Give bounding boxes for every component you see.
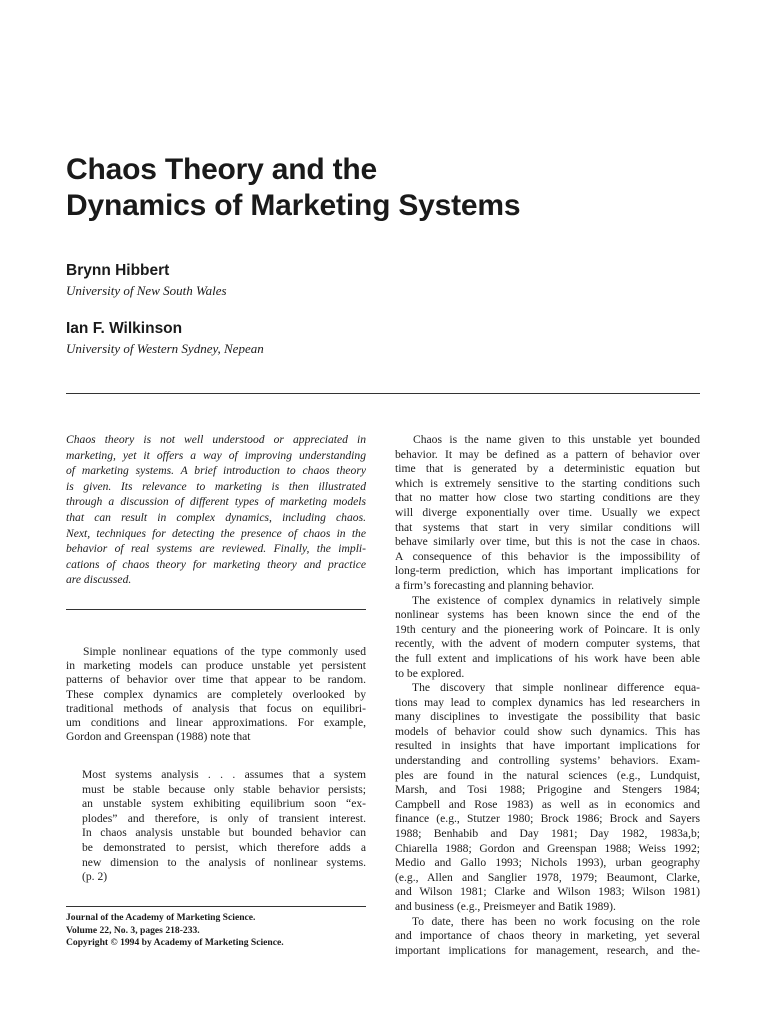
body-line: long-term prediction, which has important implications for bbox=[395, 564, 700, 578]
body-line: time that is generated by a deterministic equation but bbox=[395, 462, 700, 476]
body-line: Simple nonlinear equations of the type commonly used bbox=[83, 645, 366, 658]
quote-line: (p. 2) bbox=[82, 870, 108, 884]
body-line: A consequence of this behavior is the impossibility of bbox=[395, 549, 700, 563]
body-line: resulted in insights that have important implications for bbox=[395, 739, 700, 753]
abstract-line: that can result in complex dynamics, including chaos. bbox=[66, 510, 366, 524]
abstract bbox=[66, 432, 366, 588]
author-affiliation: University of Western Sydney, Nepean bbox=[66, 341, 264, 356]
body-line: many disciplines to investigate the possibility that basic bbox=[395, 710, 700, 724]
body-line: behave similarly over time, but this is not the case in chaos. bbox=[395, 535, 700, 549]
footnote-line: Journal of the Academy of Marketing Science. bbox=[66, 912, 256, 923]
abstract-line: is given. Its relevance to marketing is then illustrated bbox=[66, 479, 366, 493]
quote-line: must be stable because only stable behavior persists; bbox=[82, 782, 366, 796]
body-line: and Wilson 1981; Clarke and Wilson 1983; Wilson 1981) bbox=[395, 885, 700, 899]
body-line: understanding and controlling systems’ behaviors. Exam- bbox=[395, 754, 700, 768]
block-quote bbox=[82, 768, 366, 885]
body-line: important implications for management, research, and the- bbox=[395, 943, 700, 957]
body-line: Chiarella 1988; Gordon and Greenspan 1988; Weiss 1992; bbox=[395, 841, 700, 855]
body-line: models of behavior could show such dynamics. This has bbox=[395, 724, 700, 738]
body-line: that no matter how close two starting conditions are they bbox=[395, 491, 700, 505]
footnote-line: Volume 22, No. 3, pages 218-233. bbox=[66, 924, 200, 936]
body-line: patterns of behavior over time that appear to be random. bbox=[66, 673, 366, 687]
quote-line: be demonstrated to persist, which therefore adds a bbox=[82, 840, 366, 854]
abstract-line: Chaos theory is not well understood or appreciated in bbox=[66, 433, 366, 446]
body-line: in marketing models can produce unstable yet persistent bbox=[66, 659, 366, 673]
body-line: ples are found in the natural sciences (e.g., Lundquist, bbox=[395, 768, 700, 782]
body-line: These complex dynamics are completely overlooked by bbox=[66, 687, 366, 701]
abstract-line: Next, techniques for detecting the presence of chaos in the bbox=[66, 526, 366, 540]
abstract-line: through a discussion of different types of marketing models bbox=[66, 495, 366, 509]
abstract-line: cations of chaos theory for marketing theory and practice bbox=[66, 557, 366, 571]
title-line: Chaos Theory and the bbox=[66, 153, 378, 186]
body-line: and business (e.g., Preismeyer and Batik 1989). bbox=[395, 900, 616, 913]
body-line: finance (e.g., Stutzer 1980; Brock 1986; Brock and Sayers bbox=[395, 812, 700, 826]
header-divider bbox=[66, 393, 700, 394]
body-line: Marsh, and Tosi 1988; Prigogine and Stengers 1984; bbox=[395, 783, 700, 797]
title-line: Dynamics of Marketing Systems bbox=[66, 189, 521, 222]
body-line: recently, with the advent of modern computer systems, that bbox=[395, 637, 700, 651]
footnote-divider bbox=[66, 906, 366, 907]
body-line: a firm’s forecasting and planning behavior. bbox=[395, 578, 594, 592]
journal-footnote bbox=[66, 912, 366, 950]
body-line: will diverge exponentially over time. Usually we expect bbox=[395, 505, 700, 519]
body-line: nonlinear systems has been known since the end of the bbox=[395, 608, 700, 622]
body-line: the full extent and implications of his work have been able bbox=[395, 651, 700, 665]
body-line: that systems that start in very similar conditions will bbox=[395, 520, 700, 534]
body-line: (e.g., Allen and Sanglier 1978, 1979; Beaumont, Clarke, bbox=[395, 870, 700, 884]
abstract-divider bbox=[66, 609, 366, 610]
body-line: tions may lead to complex dynamics has led researchers in bbox=[395, 695, 700, 709]
body-line: 1988; Benhabib and Day 1981; Day 1982, 1983a,b; bbox=[395, 827, 700, 841]
abstract-line: marketing, yet it offers a way of improving understanding bbox=[66, 448, 366, 462]
abstract-line: of marketing systems. A brief introduction to chaos theory bbox=[66, 464, 366, 478]
quote-line: an unstable system exhibiting equilibrium soon “ex- bbox=[82, 797, 366, 811]
body-line: Chaos is the name given to this unstable yet bounded bbox=[413, 433, 700, 446]
body-line: Gordon and Greenspan (1988) note that bbox=[66, 730, 251, 744]
body-line: behavior. It may be defined as a pattern of behavior over bbox=[395, 447, 700, 461]
body-line: which is extremely sensitive to the starting conditions such bbox=[395, 476, 700, 490]
body-line: The existence of complex dynamics in relatively simple bbox=[412, 593, 700, 607]
body-line: The discovery that simple nonlinear difference equa- bbox=[412, 681, 700, 695]
body-line: 19th century and the pioneering work of Poincare. It is only bbox=[395, 622, 700, 636]
body-line: traditional methods of analysis that focus on equilibri- bbox=[66, 701, 366, 715]
body-line: Campbell and Rose 1983) as well as in economics and bbox=[395, 797, 700, 811]
body-line: and importance of chaos theory in marketing, yet several bbox=[395, 929, 700, 943]
paper-title bbox=[66, 152, 520, 224]
quote-line: In chaos analysis unstable but bounded behavior can bbox=[82, 826, 366, 840]
body-text-right bbox=[395, 433, 700, 958]
body-text-left bbox=[66, 645, 366, 744]
quote-line: plodes” and therefore, is only of transient interest. bbox=[82, 811, 366, 825]
footnote-line: Copyright © 1994 by Academy of Marketing Science. bbox=[66, 937, 284, 949]
author-name: Ian F. Wilkinson bbox=[66, 320, 183, 337]
body-line: Medio and Gallo 1993; Nichols 1993), urban geography bbox=[395, 856, 700, 870]
quote-line: new dimension to the analysis of nonlinear systems. bbox=[82, 855, 366, 869]
body-line: To date, there has been no work focusing on the role bbox=[412, 914, 700, 928]
body-line: um conditions and linear approximations. For example, bbox=[66, 716, 366, 730]
body-line: to be explored. bbox=[395, 666, 465, 680]
author-name: Brynn Hibbert bbox=[66, 262, 170, 279]
abstract-line: behavior of real systems are reviewed. Finally, the impli- bbox=[66, 542, 366, 556]
quote-line: Most systems analysis . . . assumes that a system bbox=[82, 768, 366, 781]
author-affiliation: University of New South Wales bbox=[66, 283, 227, 298]
abstract-line: are discussed. bbox=[66, 573, 132, 587]
